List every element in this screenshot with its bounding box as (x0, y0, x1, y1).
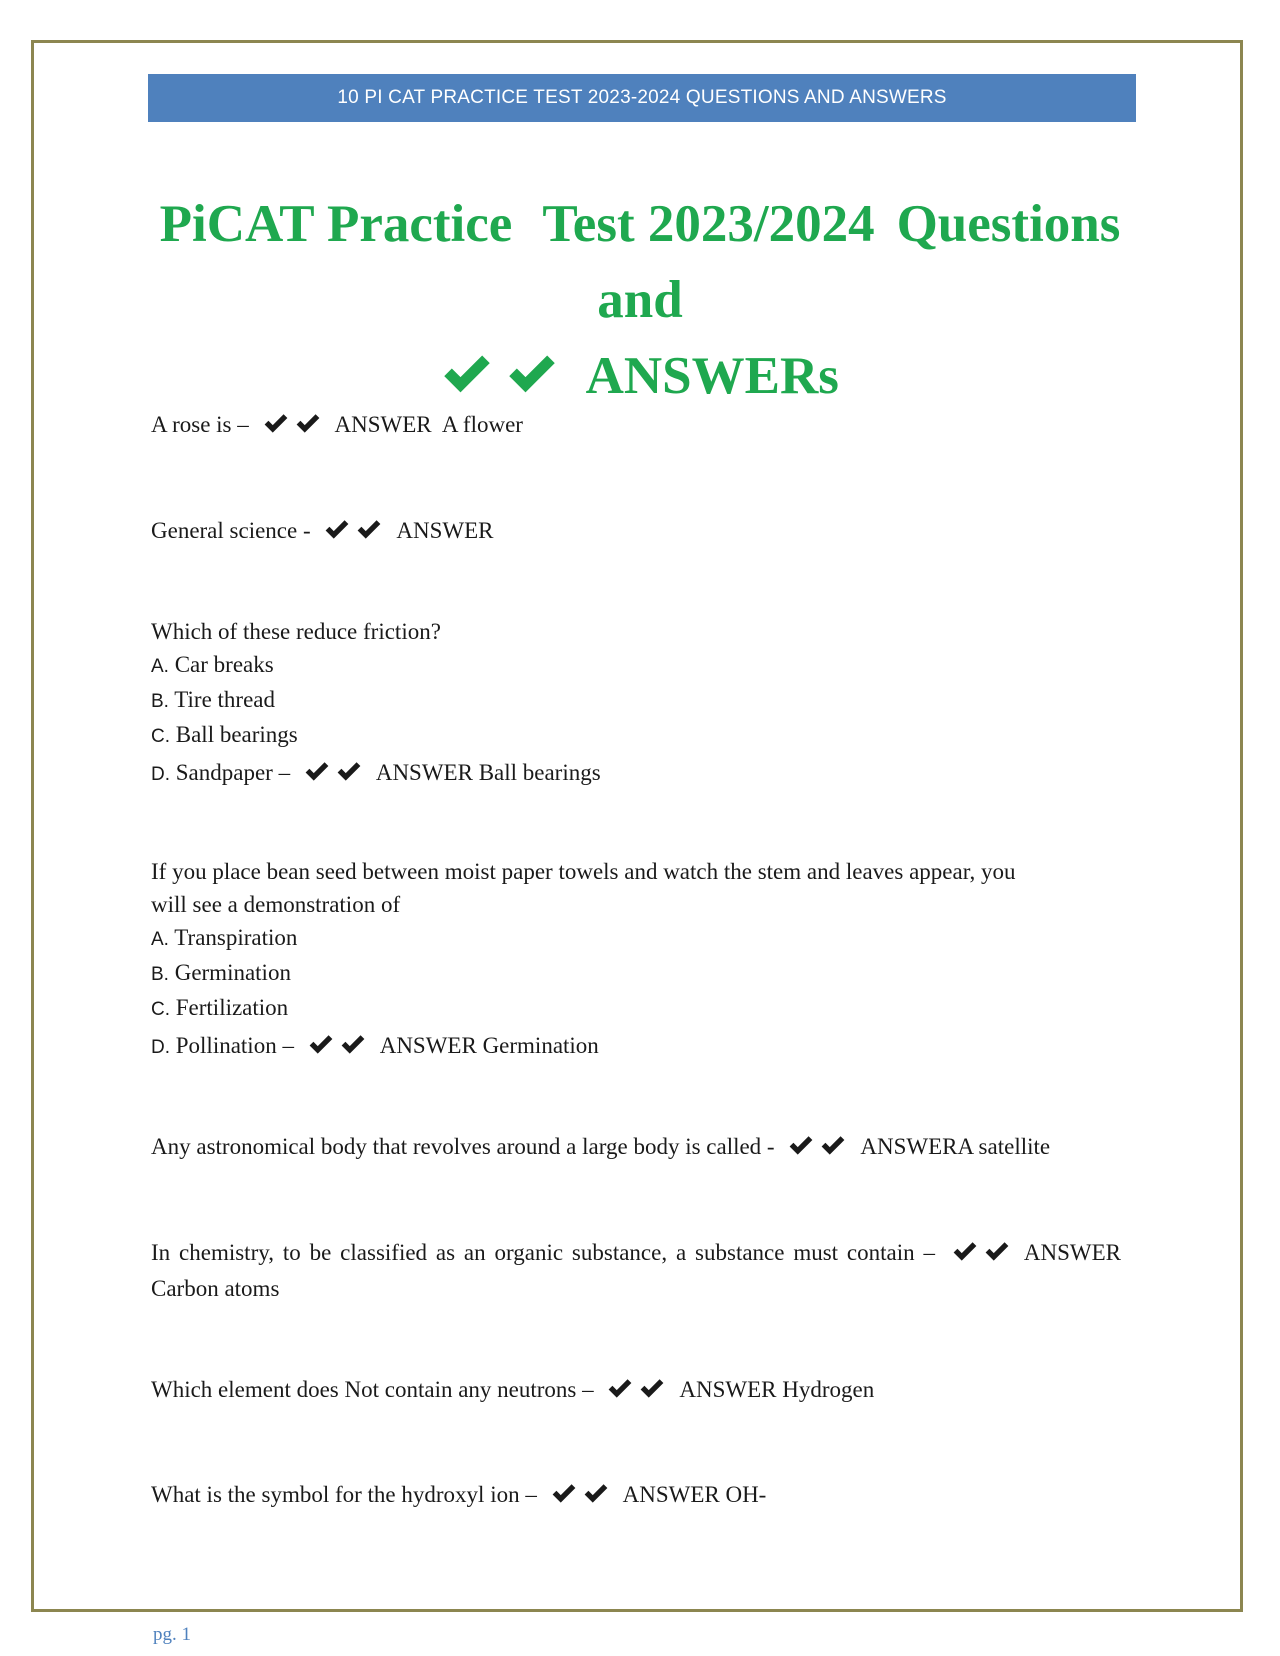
answer-text: ANSWER Hydrogen (679, 1377, 875, 1402)
question-text-line2: will see a demonstration of (151, 892, 401, 917)
check-icon (820, 1135, 846, 1157)
check-icon (583, 1483, 609, 1505)
qa-item-5 (151, 1130, 1121, 1166)
qa-item-2 (151, 514, 1121, 550)
check-icon (304, 761, 330, 783)
check-icon (324, 519, 350, 541)
answer-text: ANSWER (396, 518, 494, 543)
title-part1: PiCAT Practice (159, 195, 513, 253)
option-a: A. Transpiration (151, 925, 298, 950)
option-d: D. Pollination – ANSWER Germination (151, 1033, 599, 1058)
page-title (140, 186, 1140, 419)
check-icon (984, 1241, 1010, 1263)
question-text: Which of these reduce friction? (151, 619, 441, 644)
qa-item-4 (151, 855, 1121, 1065)
check-icon (607, 1378, 633, 1400)
question-text: In chemistry, to be classified as an organic substance, a substance must contain – (151, 1240, 935, 1265)
option-b: B. Tire thread (151, 687, 276, 712)
question-text: Any astronomical body that revolves around a large body is called - (151, 1134, 775, 1159)
check-icon (336, 761, 362, 783)
check-icon (295, 413, 321, 435)
option-a: A. Car breaks (151, 652, 274, 677)
option-d: D. Sandpaper – ANSWER Ball bearings (151, 760, 601, 785)
check-icon (340, 1034, 366, 1056)
title-part3: Questions and (597, 195, 1121, 329)
qa-item-1 (151, 408, 1121, 444)
question-text: What is the symbol for the hydroxyl ion – (151, 1482, 537, 1507)
title-part4: ANSWERs (585, 347, 839, 405)
answer-text: ANSWER (1023, 1240, 1121, 1265)
answer-text: ANSWER Ball bearings (375, 760, 601, 785)
qa-item-8 (151, 1478, 1121, 1514)
qa-item-7 (151, 1373, 1121, 1409)
check-icon (356, 519, 382, 541)
option-b: B. Germination (151, 960, 291, 985)
running-header (148, 74, 1136, 122)
question-text: A rose is – (151, 412, 249, 437)
question-text-line1: If you place bean seed between moist paper towels and watch the stem and leaves appear, you (151, 859, 1016, 884)
qa-item-3 (151, 615, 1121, 792)
question-text: General science - (151, 518, 311, 543)
check-icon (952, 1241, 978, 1263)
check-icon (308, 1034, 334, 1056)
answer-text: ANSWER Germination (379, 1033, 599, 1058)
answer-text: ANSWER A flower (334, 412, 523, 437)
check-icon (639, 1378, 665, 1400)
page-number: pg. 1 (153, 1624, 191, 1645)
answer-text: ANSWER OH- (622, 1482, 767, 1507)
answer-text-line2: Carbon atoms (151, 1276, 280, 1301)
qa-item-6 (151, 1236, 1121, 1305)
question-text: Which element does Not contain any neutrons – (151, 1377, 594, 1402)
option-c: C. Fertilization (151, 995, 289, 1020)
title-part2: Test 2023/2024 (542, 195, 875, 253)
check-icon (788, 1135, 814, 1157)
check-icon (263, 413, 289, 435)
option-c: C. Ball bearings (151, 722, 298, 747)
answer-text: ANSWERA satellite (860, 1134, 1051, 1159)
check-icon (551, 1483, 577, 1505)
running-header-text: 10 PI CAT PRACTICE TEST 2023-2024 QUESTIONS AND ANSWERS (337, 87, 947, 108)
